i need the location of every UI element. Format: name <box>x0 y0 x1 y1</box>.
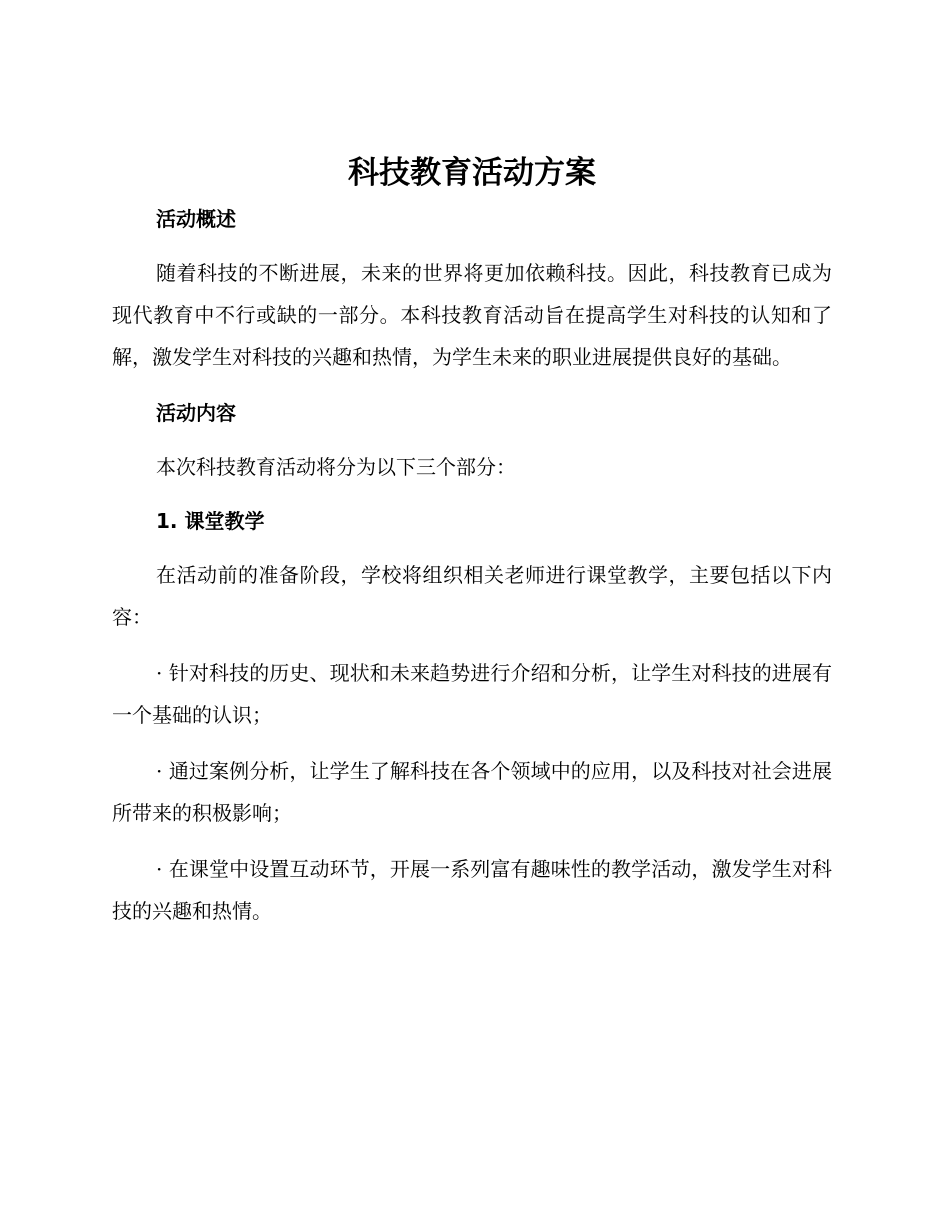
overview-paragraph: 随着科技的不断进展，未来的世界将更加依赖科技。因此，科技教育已成为现代教育中不行或缺的一部分。本科技教育活动旨在提高学生对科技的认知和了解，激发学生对科技的兴趣和热情，为学生未来的职业进展提供良好的基础。 <box>112 261 832 369</box>
document-content <box>112 148 832 932</box>
bullet-item: · 通过案例分析，让学生了解科技在各个领域中的应用，以及科技对社会进展所带来的积极影响； <box>112 759 832 825</box>
content-intro-paragraph: 本次科技教育活动将分为以下三个部分： <box>156 455 516 479</box>
section-heading-overview: 活动概述 <box>156 207 236 231</box>
document-title: 科技教育活动方案 <box>348 155 596 191</box>
bullet-item: · 在课堂中设置互动环节，开展一系列富有趣味性的教学活动，激发学生对科技的兴趣和热情。 <box>112 857 832 923</box>
classroom-intro-paragraph: 在活动前的准备阶段，学校将组织相关老师进行课堂教学，主要包括以下内容： <box>112 563 832 629</box>
section-heading-content: 活动内容 <box>156 401 236 425</box>
section-heading-classroom: 1. 课堂教学 <box>156 509 265 533</box>
bullet-item: · 针对科技的历史、现状和未来趋势进行介绍和分析，让学生对科技的进展有一个基础的认识； <box>112 661 832 727</box>
